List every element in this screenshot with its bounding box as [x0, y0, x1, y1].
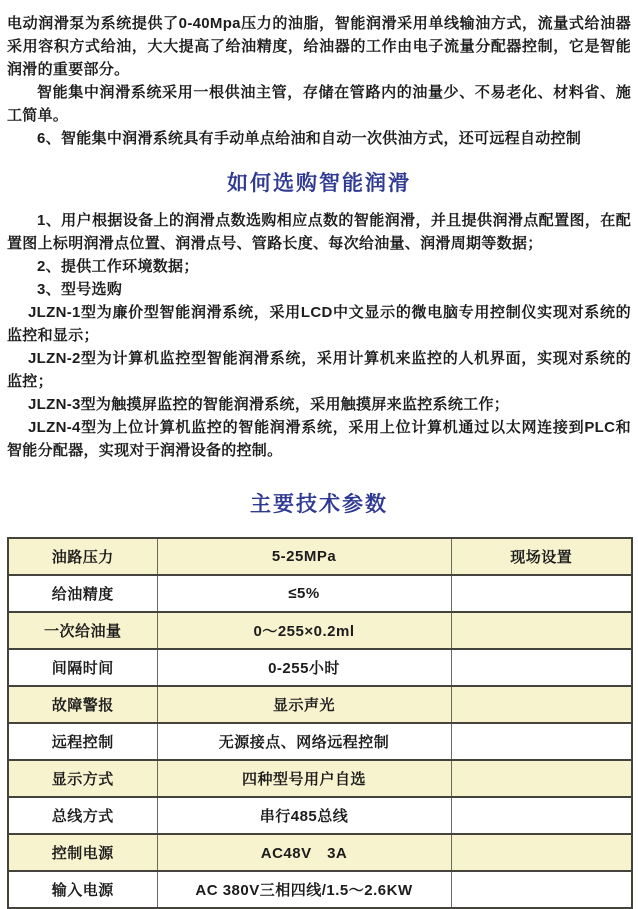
spec-label-cell: 一次给油量 [8, 612, 157, 649]
spec-value-cell: 串行485总线 [157, 797, 451, 834]
spec-note-cell [451, 760, 632, 797]
section-title-main-specs: 主要技术参数 [250, 493, 388, 516]
spec-note-cell [451, 723, 632, 760]
spec-value-cell: 显示声光 [157, 686, 451, 723]
spec-label-cell: 故障警报 [8, 686, 157, 723]
spec-row-input-power [8, 871, 632, 908]
spec-note-cell [451, 871, 632, 908]
spec-row-display-mode [8, 760, 632, 797]
spec-value-cell: 5-25MPa [157, 538, 451, 575]
spec-row-remote-control [8, 723, 632, 760]
select-paragraph-jlzn1: JLZN-1型为廉价型智能润滑系统，采用LCD中文显示的微电脑专用控制仪实现对系统的监控和显示； [7, 304, 631, 344]
spec-label-cell: 油路压力 [8, 538, 157, 575]
spec-label-cell: 间隔时间 [8, 649, 157, 686]
spec-row-bus-mode [8, 797, 632, 834]
select-paragraph-3: 3、型号选购 [37, 281, 123, 298]
spec-note-cell: 现场设置 [451, 538, 632, 575]
spec-value-cell: 四种型号用户自选 [157, 760, 451, 797]
select-paragraph-jlzn4: JLZN-4型为上位计算机监控的智能润滑系统，采用上位计算机通过以太网连接到PLC和智能分配器，实现对于润滑设备的控制。 [7, 419, 631, 459]
spec-row-fault-alarm [8, 686, 632, 723]
spec-value-cell: AC48V 3A [157, 834, 451, 871]
spec-row-single-feed [8, 612, 632, 649]
spec-row-oil-accuracy [8, 575, 632, 612]
section-title-how-to-select: 如何选购智能润滑 [227, 172, 411, 195]
spec-row-oil-pressure [8, 538, 632, 575]
spec-note-cell [451, 612, 632, 649]
spec-value-cell: ≤5% [157, 575, 451, 612]
spec-label-cell: 总线方式 [8, 797, 157, 834]
spec-value-cell: 0-255小时 [157, 649, 451, 686]
spec-value-cell: 无源接点、网络远程控制 [157, 723, 451, 760]
select-paragraph-jlzn3: JLZN-3型为触摸屏监控的智能润滑系统，采用触摸屏来监控系统工作； [28, 396, 510, 413]
spec-note-cell [451, 649, 632, 686]
spec-note-cell [451, 797, 632, 834]
spec-value-cell: 0～255×0.2ml [157, 612, 451, 649]
intro-paragraph-3: 6、智能集中润滑系统具有手动单点给油和自动一次供油方式，还可远程自动控制 [37, 130, 582, 147]
spec-note-cell [451, 575, 632, 612]
spec-label-cell: 显示方式 [8, 760, 157, 797]
spec-label-cell: 输入电源 [8, 871, 157, 908]
spec-note-cell [451, 686, 632, 723]
spec-label-cell: 控制电源 [8, 834, 157, 871]
spec-value-cell: AC 380V三相四线/1.5～2.6KW [157, 871, 451, 908]
intro-paragraph-1: 电动润滑泵为系统提供了0-40Mpa压力的油脂，智能润滑采用单线输油方式，流量式给油器采用容积方式给油，大大提高了给油精度，给油器的工作由电子流量分配器控制，它是智能润滑的重要部分。 [7, 15, 631, 78]
intro-paragraph-2: 智能集中润滑系统采用一根供油主管，存储在管路内的油量少、不易老化、材料省、施工简单。 [7, 84, 631, 124]
specs-table [7, 537, 633, 909]
spec-label-cell: 远程控制 [8, 723, 157, 760]
select-paragraph-1: 1、用户根据设备上的润滑点数选购相应点数的智能润滑，并且提供润滑点配置图，在配置图上标明润滑点位置、润滑点号、管路长度、每次给油量、润滑周期等数据； [7, 212, 631, 252]
spec-row-interval [8, 649, 632, 686]
select-paragraph-2: 2、提供工作环境数据； [37, 258, 199, 275]
select-paragraph-jlzn2: JLZN-2型为计算机监控型智能润滑系统，采用计算机来监控的人机界面，实现对系统的监控； [7, 350, 631, 390]
spec-label-cell: 给油精度 [8, 575, 157, 612]
